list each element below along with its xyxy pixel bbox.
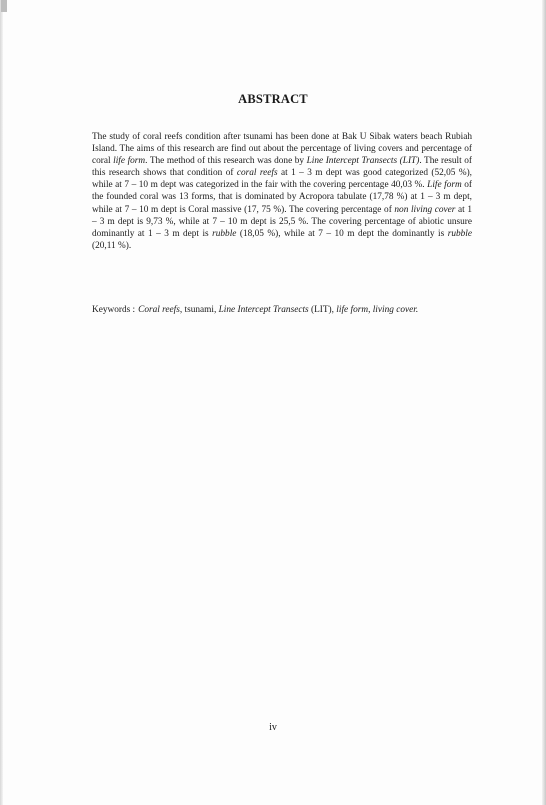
abstract-text-run: at 1 – 3 m dept is 9,73 %, while at 7 – 10 m dept is 25,5 %. The covering percentage of abiotic unsure dominantly at 1 – 3 m dept is bbox=[92, 204, 472, 239]
keyword-italic: living cover. bbox=[372, 305, 419, 315]
abstract-italic-term: rubble bbox=[212, 228, 237, 239]
abstract-italic-term: Life form bbox=[427, 180, 462, 191]
keywords-list bbox=[138, 304, 472, 316]
keyword-separator: (LIT), bbox=[308, 305, 337, 315]
keyword-italic: life form bbox=[336, 305, 369, 315]
keyword-italic: Coral reefs bbox=[138, 305, 180, 315]
abstract-text-run: . The method of this research was done by bbox=[145, 156, 307, 167]
abstract-text-run: The study of coral reefs condition after tsunami has been done at Bak U Sibak waters beach Rubiah Island. The aims of this research are find out about the percentage of living covers and percentage of coral bbox=[92, 132, 472, 167]
keywords-line bbox=[92, 304, 472, 316]
abstract-italic-term: non living cover bbox=[394, 204, 456, 215]
scan-edge-right bbox=[542, 0, 546, 805]
abstract-italic-term: rubble bbox=[447, 228, 472, 239]
abstract-italic-term: coral reefs bbox=[236, 168, 278, 179]
page-number: iv bbox=[269, 722, 277, 733]
abstract-text-run: at 1 – 3 m dept was good categorized (52,05 %), while at 7 – 10 m dept was categorized in the fair with the covering percentage 40,03 %. bbox=[92, 168, 472, 191]
scan-mark bbox=[1, 0, 7, 12]
keyword-separator: , bbox=[368, 305, 373, 315]
keyword-separator: , tsunami, bbox=[179, 305, 219, 315]
abstract-text-run: . The result of this research shows that condition of bbox=[92, 156, 472, 179]
abstract-italic-term: life form bbox=[113, 156, 146, 167]
keywords-label: Keywords : bbox=[92, 305, 136, 315]
abstract-heading: ABSTRACT bbox=[238, 92, 308, 106]
scan-edge-left bbox=[0, 0, 3, 805]
abstract-text-run: of the founded coral was 13 forms, that is dominated by Acropora tabulate (17,78 %) at 1 – 3 m dept, while at 7 – 10 m dept is Coral massive (17, 75 %). The covering percentage of bbox=[92, 180, 472, 215]
abstract-italic-term: Line Intercept Transects (LIT) bbox=[306, 156, 420, 167]
abstract-text-run: (18,05 %), while at 7 – 10 m dept the dominantly is bbox=[236, 228, 448, 239]
abstract-text-run: (20,11 %). bbox=[92, 240, 132, 251]
keyword-italic: Line Intercept Transects bbox=[218, 305, 309, 315]
abstract-paragraph bbox=[92, 131, 472, 252]
